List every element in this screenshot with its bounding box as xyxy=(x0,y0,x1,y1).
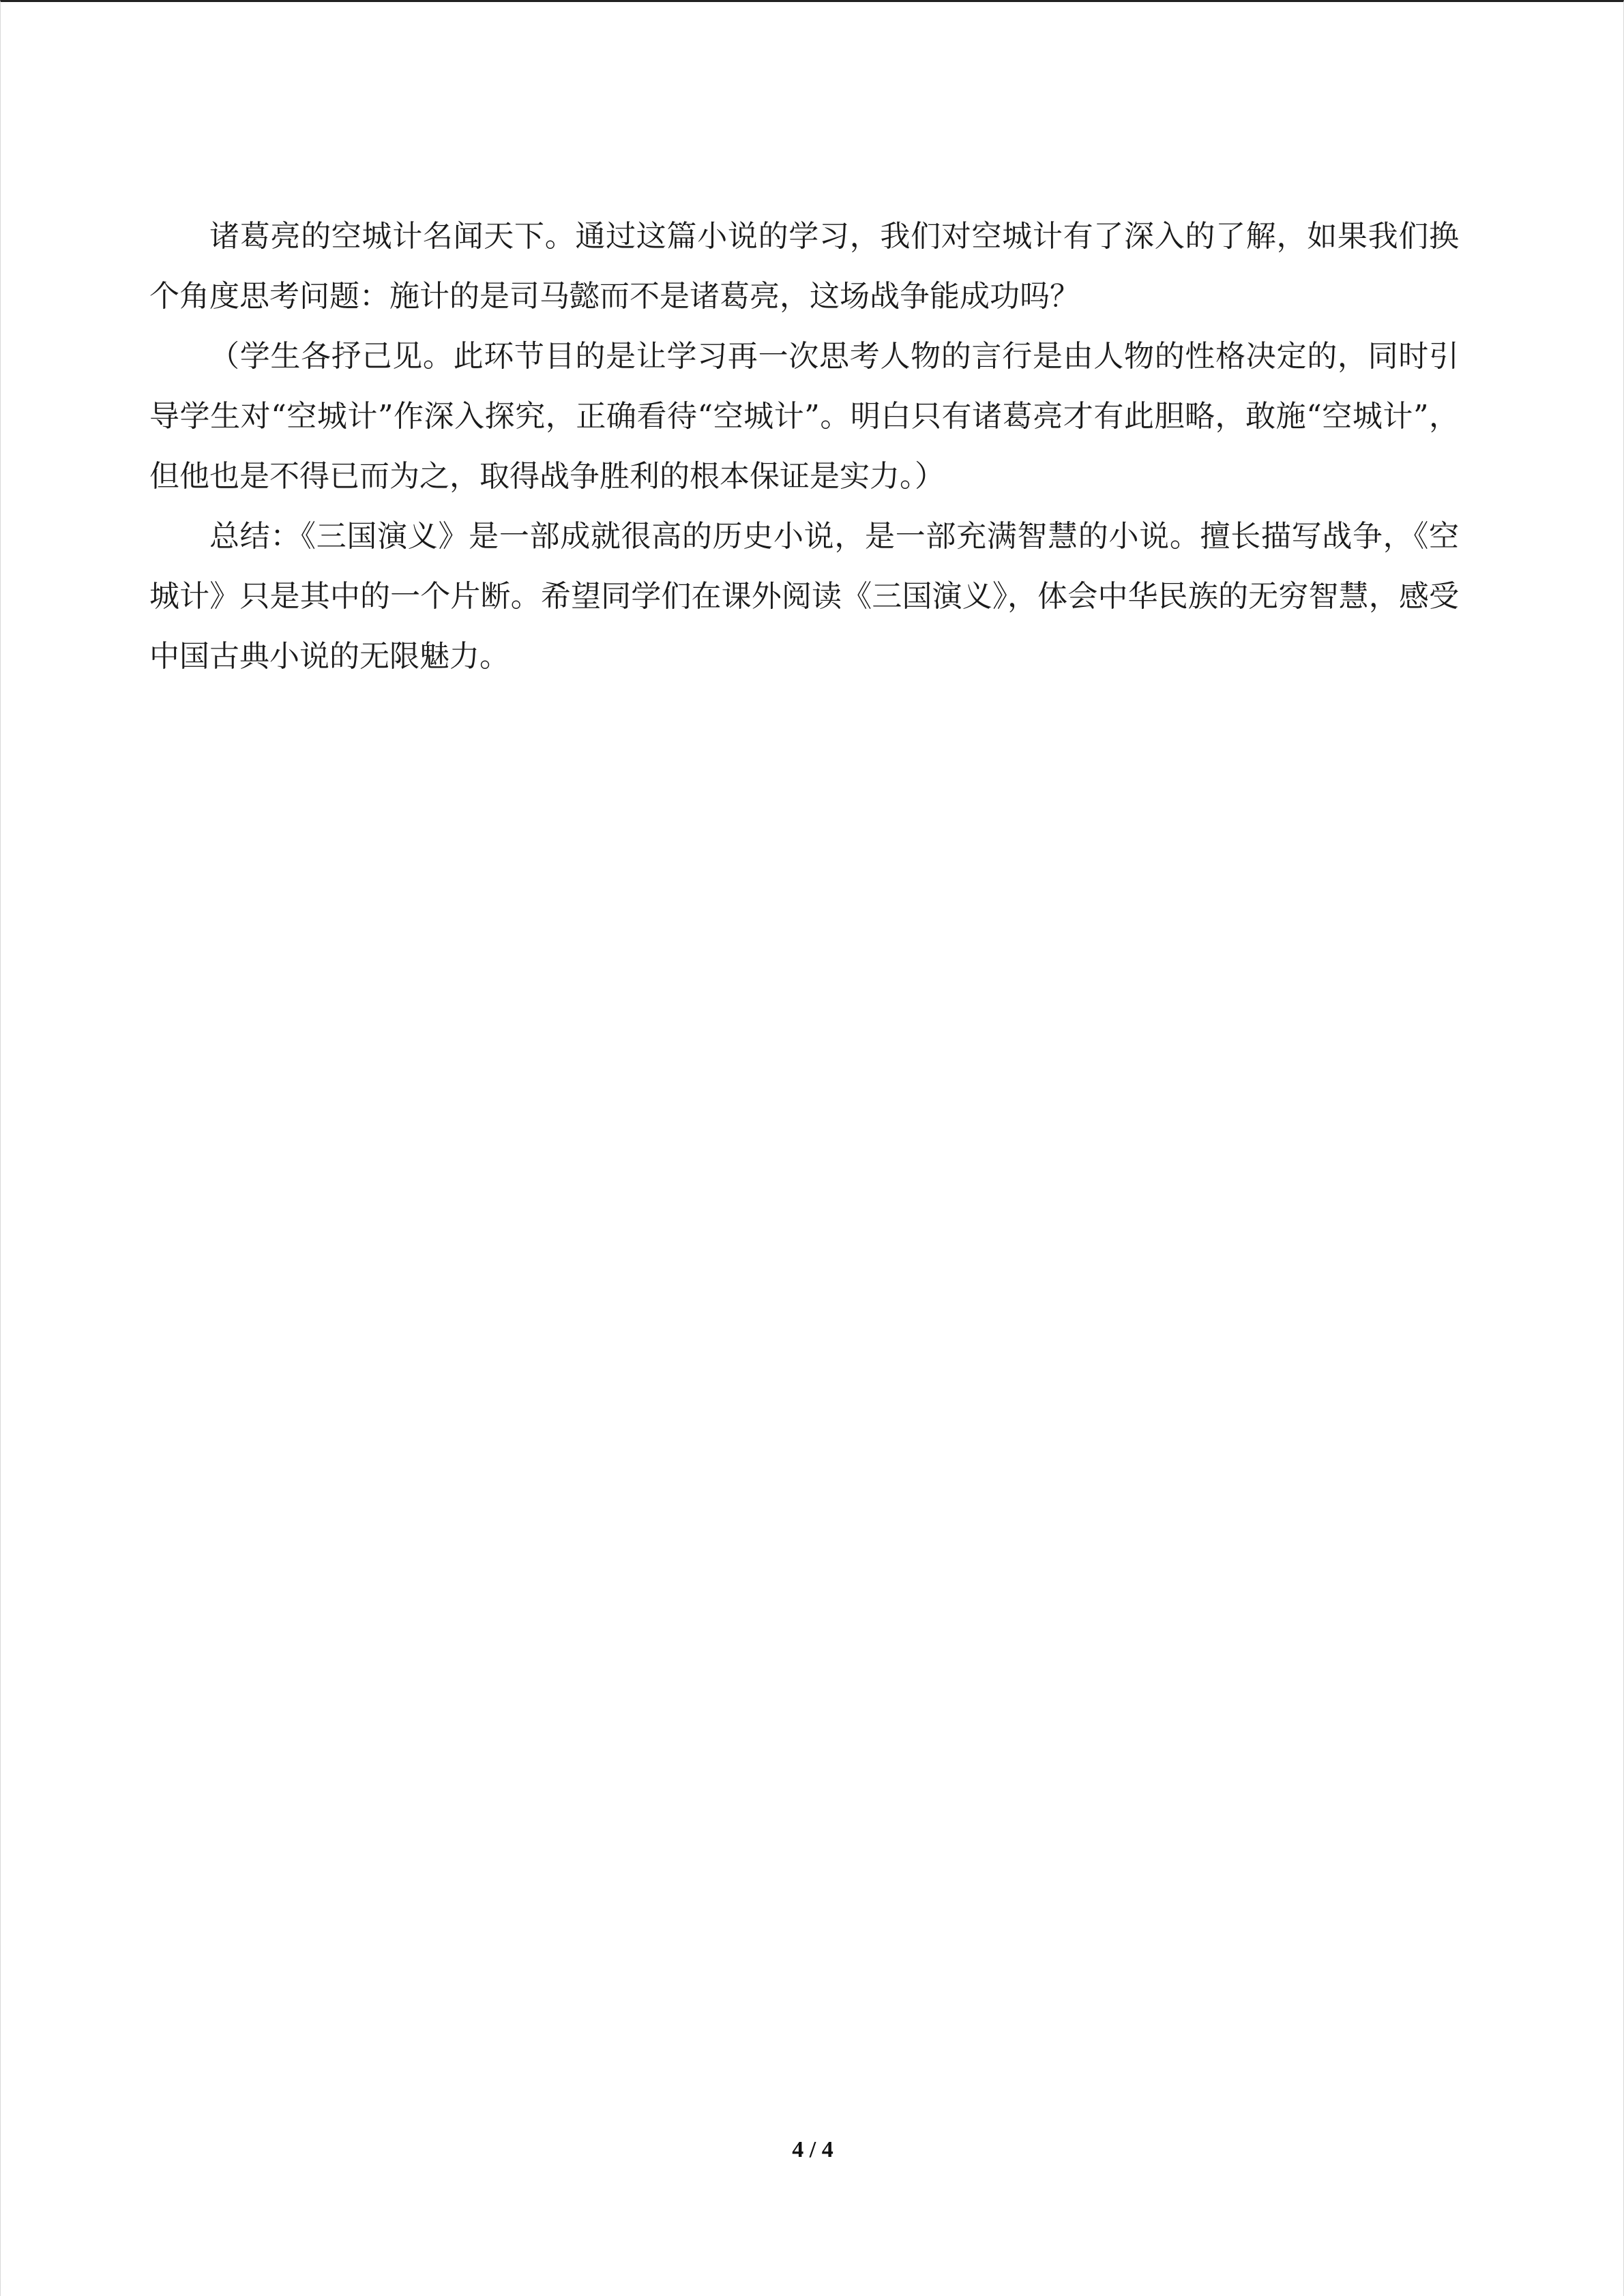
paragraph-student-discussion: （学生各抒己见。此环节目的是让学习再一次思考人物的言行是由人物的性格决定的，同时引导学生对“空城计”作深入探究，正确看待“空城计”。明白只有诸葛亮才有此胆略，敢施“空城计”，但他也是不得已而为之，取得战争胜利的根本保证是实力。） xyxy=(149,339,1459,494)
paragraph-question: 诸葛亮的空城计名闻天下。通过这篇小说的学习，我们对空城计有了深入的了解，如果我们换个角度思考问题：施计的是司马懿而不是诸葛亮，这场战争能成功吗？ xyxy=(149,219,1459,314)
document-body xyxy=(149,207,1459,687)
paragraph-summary: 总结：《三国演义》是一部成就很高的历史小说，是一部充满智慧的小说。擅长描写战争，《空城计》只是其中的一个片断。希望同学们在课外阅读《三国演义》，体会中华民族的无穷智慧，感受中国古典小说的无限魅力。 xyxy=(149,519,1459,674)
page-number: 4 / 4 xyxy=(792,2137,833,2162)
